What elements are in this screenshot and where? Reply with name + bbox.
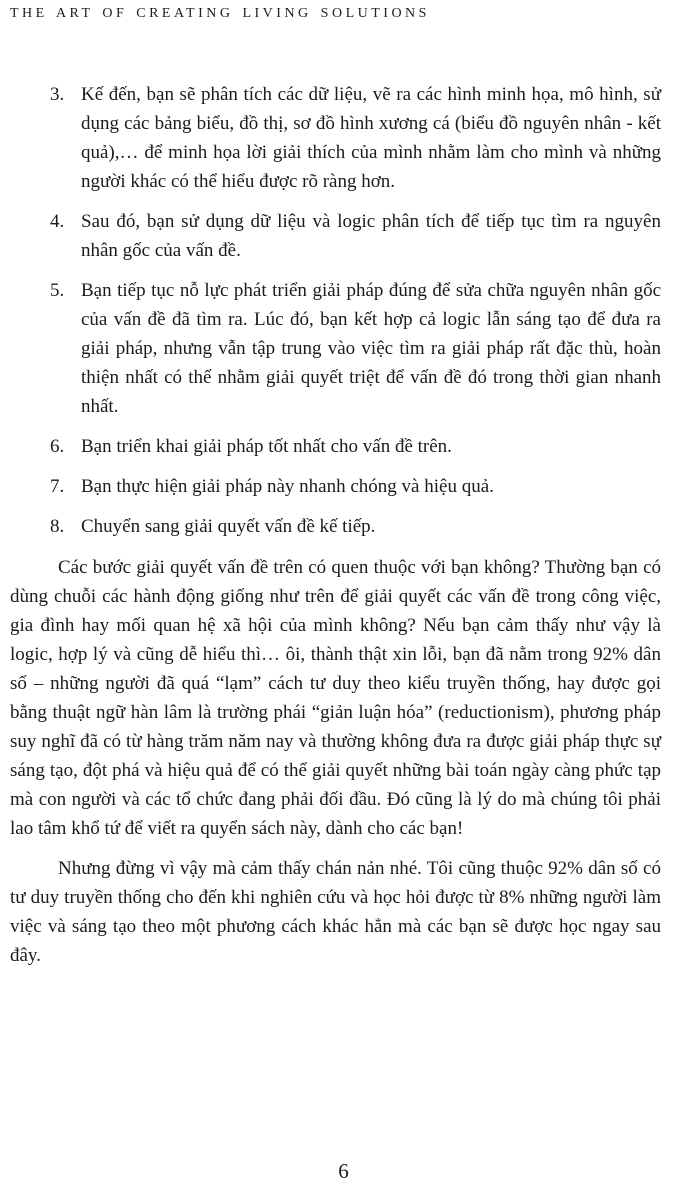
numbered-list <box>10 80 661 541</box>
list-item-number: 6. <box>50 436 65 457</box>
list-item-text: Sau đó, bạn sử dụng dữ liệu và logic phân tích để tiếp tục tìm ra nguyên nhân gốc của vấn đề. <box>81 211 661 261</box>
list-item-7 <box>50 472 661 501</box>
paragraph-1: Các bước giải quyết vấn đề trên có quen thuộc với bạn không? Thường bạn có dùng chuỗi các hành động giống như trên để giải quyết các vấn đề trong công việc, gia đình hay mối quan hệ xã hội của mình không? Nếu bạn cảm thấy như vậy là logic, hợp lý và cũng dễ hiểu thì… ôi, thành thật xin lỗi, bạn đã nằm trong 92% dân số – những người đã quá “lạm” cách tư duy theo kiểu truyền thống, hay được gọi bằng thuật ngữ hàn lâm là trường phái “giản luận hóa” (reductionism), phương pháp suy nghĩ đã có từ hàng trăm năm nay và thường không đưa ra được giải pháp thực sự sáng tạo, đột phá và hiệu quả để có thể giải quyết những bài toán ngày càng phức tạp mà con người và các tổ chức đang phải đối đầu. Đó cũng là lý do mà chúng tôi phải lao tâm khổ tứ để viết ra quyển sách này, dành cho các bạn! <box>10 557 661 839</box>
list-item-3 <box>50 80 661 196</box>
list-item-text: Bạn tiếp tục nỗ lực phát triển giải pháp đúng để sửa chữa nguyên nhân gốc của vấn đề đã tìm ra. Lúc đó, bạn kết hợp cả logic lẫn sáng tạo để đưa ra giải pháp, nhưng vẫn tập trung vào việc tìm ra giải pháp rất đặc thù, hoàn thiện nhất có thể nhằm giải quyết triệt để vấn đề đó trong thời gian nhanh nhất. <box>81 280 661 417</box>
list-item-5 <box>50 276 661 421</box>
list-item-text: Chuyển sang giải quyết vấn đề kế tiếp. <box>81 516 376 537</box>
list-item-8 <box>50 512 661 541</box>
list-item-number: 4. <box>50 211 65 232</box>
page-body <box>10 80 661 970</box>
list-item-text: Kế đến, bạn sẽ phân tích các dữ liệu, vẽ ra các hình minh họa, mô hình, sử dụng các bảng biểu, đồ thị, sơ đồ hình xương cá (biểu đồ nguyên nhân - kết quả),… để minh họa lời giải thích của mình nhằm làm cho mình và những người khác có thể hiểu được rõ ràng hơn. <box>81 84 661 192</box>
list-item-number: 7. <box>50 476 65 497</box>
list-item-6 <box>50 432 661 461</box>
list-item-4 <box>50 207 661 265</box>
paragraph-2: Nhưng đừng vì vậy mà cảm thấy chán nản nhé. Tôi cũng thuộc 92% dân số có tư duy truyền thống cho đến khi nghiên cứu và học hỏi được từ 8% những người làm việc và sáng tạo theo một phương cách khác hẳn mà các bạn sẽ được học ngay sau đây. <box>10 858 661 966</box>
list-item-text: Bạn thực hiện giải pháp này nhanh chóng và hiệu quả. <box>81 476 494 497</box>
page-number: 6 <box>338 1159 349 1183</box>
list-item-text: Bạn triển khai giải pháp tốt nhất cho vấn đề trên. <box>81 436 452 457</box>
list-item-number: 8. <box>50 516 65 537</box>
running-header: THE ART OF CREATING LIVING SOLUTIONS <box>10 6 430 21</box>
list-item-number: 5. <box>50 280 65 301</box>
list-item-number: 3. <box>50 84 65 105</box>
